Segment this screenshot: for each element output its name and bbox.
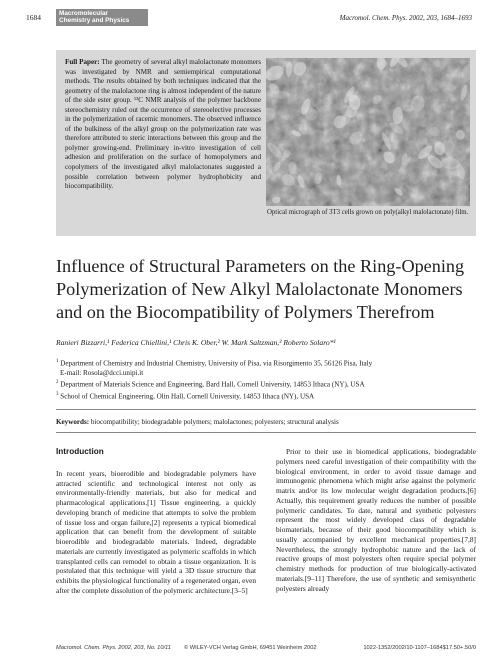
- left-column: [56, 447, 256, 596]
- abstract-body: The geometry of several alkyl malolactonate monomers was investigated by NMR and semiempirical computational methods. The results obtained by both techniques indicated that the geometry of the malolactone ring is almost independent of the nature of the side ester group. ¹³C NMR analysis of the polymer backbone stereochemistry ruled out the occurrence of stereoelective processes in the polymerization of racemic monomers. The observed influence of the bulkiness of the alkyl group on the polymerization rate was therefore attributed to steric interactions between this group and the polymer growing-end. Preliminary in-vitro investigation of cell adhesion and proliferation on the surface of homopolymers and copolymers of the investigated alkyl malolactonates suggested a possible correlation between polymer hydrophobicity and biocompatibility.: [65, 58, 261, 191]
- divider-top: [56, 409, 476, 410]
- footer-publisher: © WILEY-VCH Verlag GmbH, 69451 Weinheim 2002: [184, 645, 317, 651]
- right-column: [276, 447, 476, 593]
- figure-caption: Optical micrograph of 3T3 cells grown on poly(alkyl malolactonate) film.: [267, 209, 469, 216]
- affiliation-1: $^1$ Department of Chemistry and Industrial Chemistry, University of Pisa, via Risorgimento 35, 56126 Pisa, Italy: [56, 359, 373, 368]
- journal-logo-box: [56, 9, 148, 26]
- footer-citation: Macromol. Chem. Phys. 2002, 203, No. 10/11: [56, 645, 171, 651]
- affiliation-email: E-mail: Rosola@dcci.unipi.it: [60, 368, 144, 377]
- abstract-lead: Full Paper:: [65, 58, 100, 66]
- keywords: [56, 418, 476, 426]
- running-head: Macromol. Chem. Phys. 2002, 203, 1684–1693: [339, 14, 472, 22]
- cell-blob: [283, 150, 291, 158]
- journal-name-line2: Chemistry and Physics: [59, 17, 130, 25]
- footer-code: 1022-1352/2002/10-1107–1684$17.50+.50/0: [363, 645, 476, 651]
- affiliation-2: $^2$ Department of Materials Science and Engineering, Bard Hall, Cornell University, 14853 Ithaca (NY), USA: [56, 380, 365, 389]
- author-list: Ranieri Bizzarri,¹ Federica Chiellini,¹ Chris K. Ober,² W. Mark Saltzman,³ Roberto Solaro*¹: [56, 338, 336, 347]
- abstract-text: [65, 58, 261, 192]
- affiliation-3: $^3$ School of Chemical Engineering, Olin Hall, Cornell University, 14853 Ithaca (NY), USA: [56, 391, 315, 401]
- divider-bottom: [56, 432, 476, 433]
- affiliations: [56, 357, 476, 402]
- micrograph-image: [266, 58, 470, 206]
- abstract-panel: [56, 50, 476, 236]
- article-title: Influence of Structural Parameters on the Ring-Opening Polymerization of New Alkyl Malolactonate Monomers and on the Biocompatibility of Polymers Therefrom: [56, 256, 465, 322]
- page-header: [0, 0, 498, 36]
- keywords-list: biocompatibility; biodegradable polymers; malolactones; polyesters; structural analysis: [89, 418, 339, 426]
- journal-name-line1: Macromolecular: [59, 10, 109, 17]
- intro-paragraph-right: Prior to their use in biomedical applications, biodegradable polymers need careful investigation of their compatibility with the biological environment, in order to avoid tissue damage and immunogenic phenomena which might arise against the polymeric matrix and/or its low molecular weight degradation products.[6] Actually, this requirement greatly reduces the number of possible polymeric candidates. To date, natural and synthetic polyesters represent the most widely developed class of degradable biomaterials, because of their good biocompatibility which is usually accompanied by excellent mechanical properties.[7,8] Nevertheless, the strongly hydrophobic nature and the lack of reactive groups of most polyesters often require special polymer chemistry methods for production of true biologically-activated materials.[9–11] Therefore, the use of synthetic and semisynthetic polyesters already: [276, 447, 476, 593]
- page-number: 1684: [26, 13, 41, 22]
- intro-paragraph-left: In recent years, bioerodible and biodegradable polymers have attracted scientific and technological interest not only as environmentally-friendly materials, but also for medical and pharmacological applications.[1] Tissue engineering, a quickly developing branch of medicine that attempts to solve the problem of tissue loss and organ failure,[2] represents a typical biomedical application that can benefit from the development of suitable bioerodible and biodegradable materials. Indeed, degradable materials are currently investigated as polymeric scaffolds in which transplanted cells can remodel to obtain a tissue organization. It is postulated that this technique will yield a 3D tissue structure that exhibits the physiological functionality of a regenerated organ, even after the complete dissolution of the polymeric architecture.[3–5]: [56, 468, 256, 595]
- section-heading-introduction: Introduction: [56, 447, 104, 456]
- keywords-label: Keywords:: [56, 418, 90, 426]
